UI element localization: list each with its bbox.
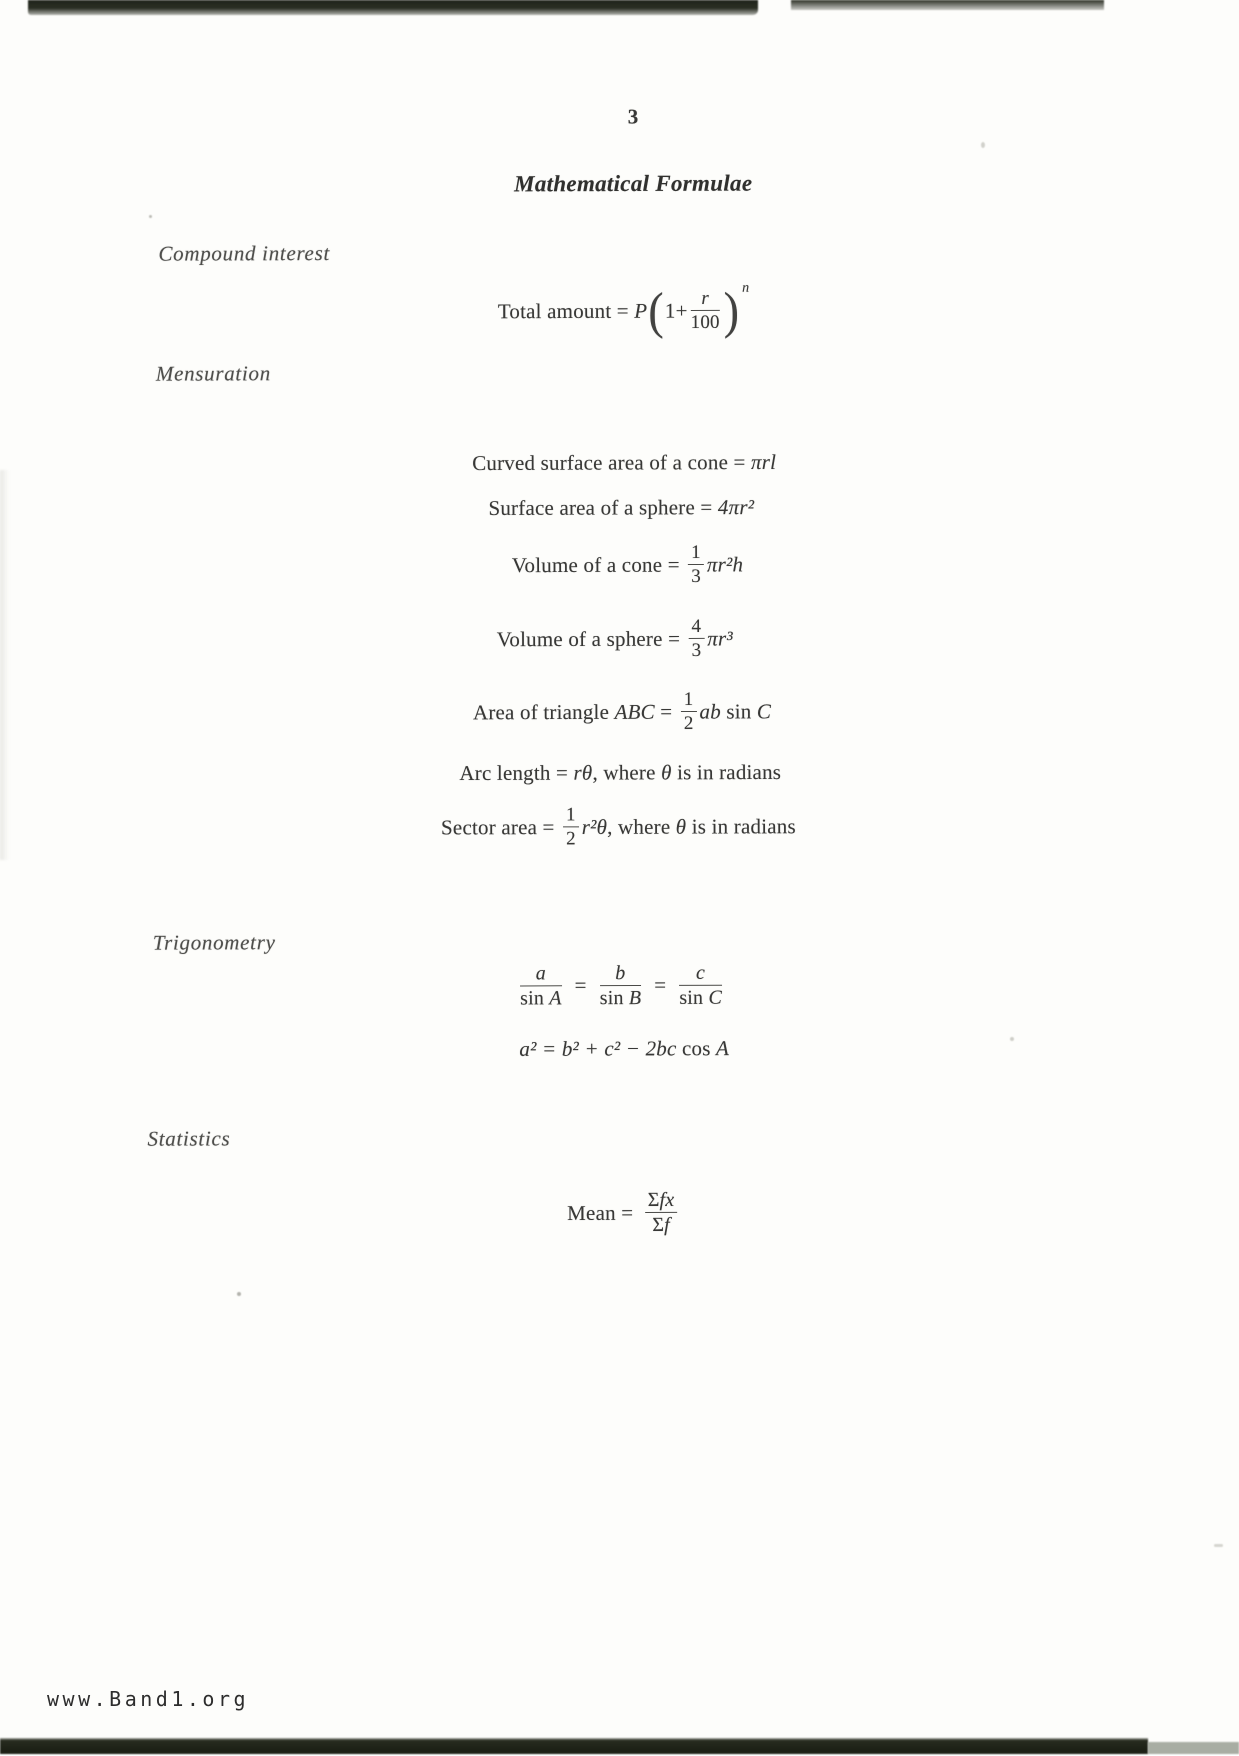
sigma-symbol: Σ [648, 1189, 660, 1211]
formula-label: Curved surface area of a cone = [472, 450, 751, 475]
fraction-four-thirds [688, 616, 704, 662]
page-number: 3 [628, 104, 639, 129]
formula-triangle-area [473, 691, 771, 738]
formula-cone-volume [512, 544, 743, 590]
page-title: Mathematical Formulae [514, 171, 752, 198]
theta-symbol: θ [661, 760, 672, 784]
exponent-n: n [742, 280, 749, 295]
formula-value: πrl [751, 450, 776, 474]
section-heading-compound-interest: Compound interest [158, 241, 330, 267]
condition-text: is in radians [672, 760, 782, 784]
condition-text: is in radians [686, 814, 796, 838]
fraction-numerator: c [696, 962, 705, 984]
fraction-numerator: 1 [681, 689, 697, 712]
formula-sphere-surface-area [488, 495, 754, 521]
sin-function: sin [679, 987, 708, 1009]
angle-c: C [757, 699, 771, 723]
fraction-numerator: b [615, 962, 625, 984]
theta-symbol: θ [676, 815, 687, 839]
formula-label: Sector area = [441, 815, 560, 839]
fraction-denominator: 3 [689, 639, 705, 661]
formula-total-amount [498, 290, 750, 336]
formula-label: Total amount = [498, 299, 635, 323]
formula-label: Volume of a cone = [512, 553, 685, 578]
where-text: , where [607, 815, 676, 839]
sin-function: sin [520, 988, 549, 1010]
formula-cone-surface-area [472, 450, 776, 476]
cos-function: cos [676, 1036, 716, 1060]
equals-sign: = [575, 973, 587, 997]
fraction-denominator: 100 [691, 311, 720, 333]
fraction-sigma-fx [645, 1189, 678, 1237]
formula-sphere-volume [497, 618, 733, 664]
formula-value: 4πr² [718, 495, 754, 519]
fraction-rate [691, 288, 720, 334]
formula-label: Volume of a sphere = [497, 627, 686, 652]
angle-b: B [629, 987, 641, 1009]
fraction-numerator: 1 [563, 804, 579, 827]
sin-function: sin [726, 699, 751, 723]
formula-sides: ab [699, 699, 720, 723]
formula-mean [567, 1191, 680, 1239]
formula-inner: 1+ [665, 299, 688, 323]
angle-a: A [716, 1036, 729, 1060]
fraction-b-sinB [600, 962, 642, 1010]
fraction-denominator: f [664, 1214, 670, 1236]
fraction-one-half [563, 804, 579, 850]
triangle-name: ABC [615, 700, 655, 724]
formula-sine-rule [513, 963, 729, 1012]
sin-function: sin [600, 987, 629, 1009]
fraction-numerator: a [536, 962, 546, 984]
formula-value: πr²h [707, 552, 743, 576]
fraction-denominator: 3 [688, 565, 704, 587]
formula-label: Mean = [567, 1201, 639, 1225]
formula-lhs: a² = b² + c² − 2bc [519, 1036, 676, 1061]
fraction-denominator: 2 [563, 828, 579, 850]
angle-a: A [549, 988, 561, 1010]
where-text: , where [592, 760, 661, 784]
fraction-one-half [681, 689, 697, 735]
fraction-denominator: 2 [681, 712, 697, 734]
equals-sign: = [654, 973, 666, 997]
section-heading-trigonometry: Trigonometry [153, 930, 276, 955]
formula-label: Area of triangle [473, 700, 615, 724]
formula-label: Surface area of a sphere = [488, 495, 718, 520]
formula-sector-area [441, 806, 796, 853]
formula-label: Arc length = [459, 761, 573, 785]
variable-principal: P [634, 299, 647, 323]
formula-value: πr³ [707, 626, 733, 650]
section-heading-statistics: Statistics [147, 1126, 230, 1151]
formula-value: r²θ [582, 815, 607, 839]
fraction-numerator: fx [659, 1189, 674, 1211]
fraction-numerator: r [701, 288, 709, 309]
fraction-one-third [688, 542, 704, 588]
formula-arc-length [459, 760, 781, 786]
formula-value: rθ [573, 761, 592, 785]
section-heading-mensuration: Mensuration [156, 361, 271, 386]
fraction-numerator: 1 [688, 542, 704, 565]
fraction-a-sinA [520, 962, 562, 1010]
angle-c: C [708, 987, 722, 1009]
watermark-text: www.Band1.org [47, 1687, 249, 1711]
equals-sign: = [655, 700, 678, 724]
sigma-symbol: Σ [652, 1214, 664, 1236]
formula-cosine-rule [519, 1036, 729, 1062]
fraction-c-sinC [679, 962, 722, 1010]
fraction-numerator: 4 [688, 616, 704, 639]
